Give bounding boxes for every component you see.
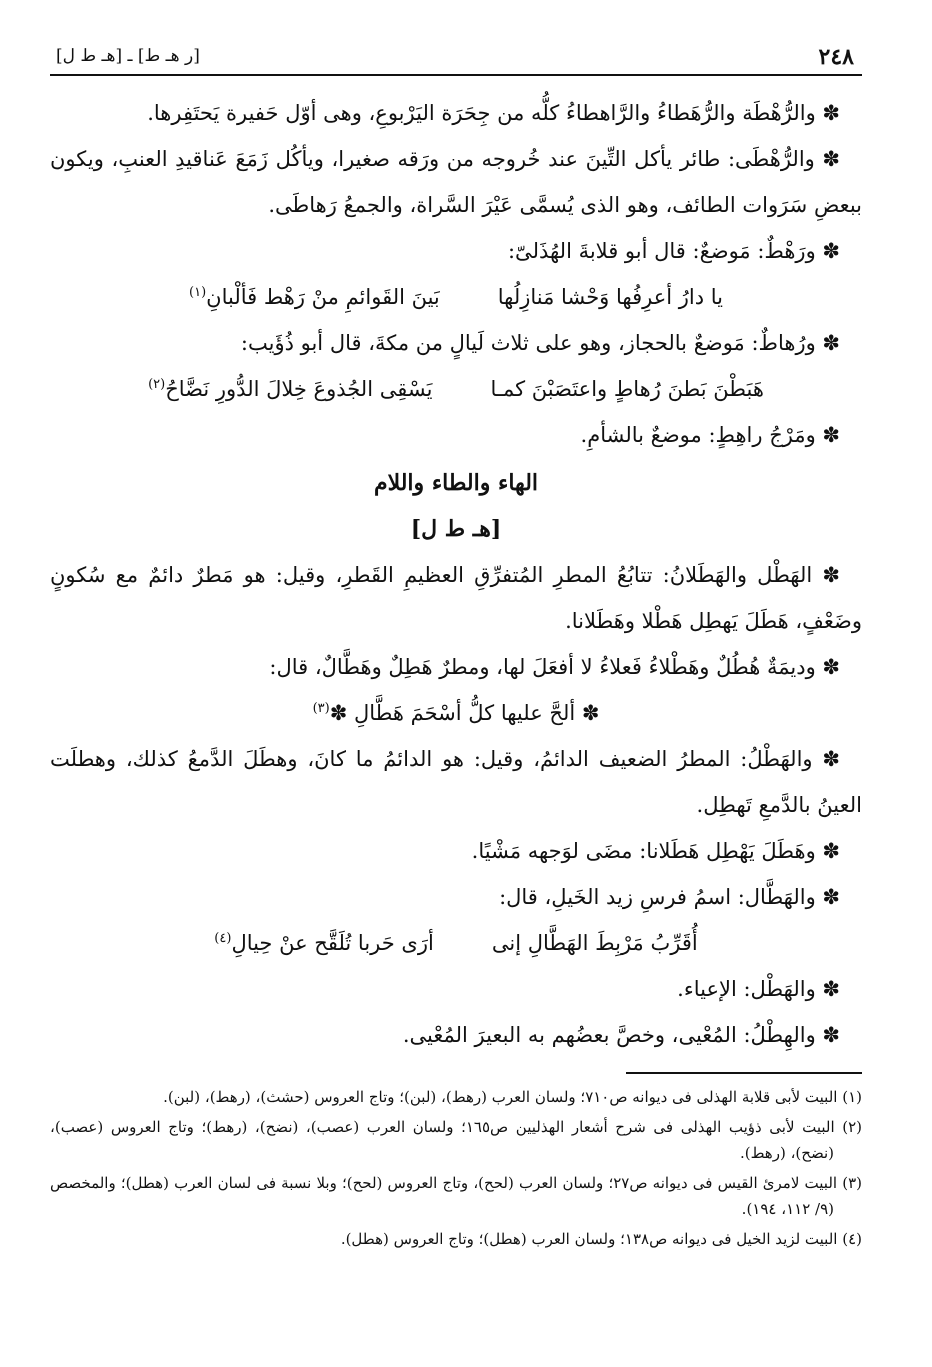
page-header [50,38,862,76]
section-title: الهاء والطاء واللام [373,470,539,496]
entry-marj-rahit: ✽ ومَرْجُ راهِطٍ: موضعٌ بالشأمِ. [580,423,840,447]
entry-hatl-weak-rain: ✽ والهَطْلُ: المطرُ الضعيف الدائمُ، وقيل: هو الدائمُ ما كانَ، وهطَلَ الدَّمعُ كذلك، وهطلَت العينُ بالدَّمعِ تَهطِل. [50,747,862,817]
entry-hattal-horse: ✽ والهَطَّال: اسمُ فرسِ زيد الخَيلِ، قال: [499,885,840,909]
verse-hemistich-second-text: أرَى حَربا تُلَقَّح عنْ حِيالِ [231,931,434,955]
verse-hemistich-first: أُقَرِّبُ مَرْبِطَ الهَطَّالِ إنى [491,931,698,955]
footnote-marker: (١) [189,285,207,300]
footnote-marker: (٤) [214,931,232,946]
main-text [50,90,862,1058]
entry-dima-hutul: ✽ وديمَةٌ هُطُلٌ وهَطْلاءُ فَعلاءُ لا أفعَلَ لها، ومطرٌ هَطِلٌ وهَطَّالٌ، قال: [269,655,840,679]
root-title: [هـ ط ل] [410,516,502,542]
verse-hemistich-second-text: يَسْقِى الجُذوعَ خِلالَ الدُّورِ نَضَّاحُ [165,377,433,401]
verse-hemistich-second [148,366,432,412]
page-number: ٢٤٨ [818,44,854,70]
running-head: [ر هـ ط] ـ [هـ ط ل] [56,46,200,66]
entry-hitl-exhausted: ✽ والهِطْلُ: المُعْيى، وخصَّ بعضُهم به البعيرَ المُعْيى. [402,1023,840,1047]
footnote-marker: (٣) [312,701,330,716]
verse-zayd-al-khayl [50,920,862,966]
footnote-4: (٤) البيت لزيد الخيل فى ديوانه ص١٣٨؛ ولسان العرب (هطل)؛ وتاج العروس (هطل). [340,1230,862,1248]
verse-abu-qilaba [50,274,862,320]
entry-hatl: ✽ الهَطْل والهَطَلانُ: تتابُعُ المطرِ المُتفرِّقِ العظيمِ القَطرِ، وقيل: هو مَطرٌ دائمٌ مع سُكونٍ وضَعْفٍ، هَطَلَ يَهطِل هَطْلا وهَطَلانا. [50,563,862,633]
verse-hemistich-first: يا دارُ أعرِفُها وَحْشا مَنازِلُها [497,285,723,309]
verse-line [313,690,600,736]
verse-imru-al-qays [50,690,862,736]
verse-hemistich-second-text: بَينَ القَوائمِ منْ رَهْط فَألْبانِ [206,285,440,309]
verse-hemistich-second [189,274,440,320]
entry-ruhat: ✽ ورُهاطٌ: مَوضعٌ بالحجاز، وهو على ثلاث لَيالٍ من مكةَ، قال أبو ذُؤَيب: [240,331,840,355]
verse-line-text: ✽ ألحَّ عليها كلُّ أسْحَمَ هَطَّالِ ✽ [329,701,600,725]
footnote-marker: (٢) [148,377,166,392]
footnotes [50,1084,862,1252]
entry-raht-place: ✽ ورَهْطٌ: مَوضعٌ: قال أبو قلابةَ الهُذَلىّ: [507,239,840,263]
entry-ruhta-bird: ✽ والرُّهْطَى: طائر يأكل التِّينَ عند خُروجه من ورَقه صغيرا، ويأكُل زَمَعَ عَناقيدِ العنبِ، ويكون ببعضِ سَرَوات الطائف، وهو الذى يُسمَّى عَيْرَ السَّراة، والجمعُ رَهاطَى. [50,147,862,217]
page [50,38,862,1338]
entry-rahta: ✽ والرُّهْطَة والرُّهَطاءُ والرَّاهطاءُ كلُّه من جِحَرَة اليَرْبوعِ، وهى أوّل حَفيرة يَحتَفِرها. [147,101,840,125]
entry-hatl-fatigue: ✽ والهَطْل: الإعياء. [677,977,840,1001]
verse-abu-dhuayb [50,366,862,412]
footnote-divider [626,1072,862,1074]
entry-hatala-walked: ✽ وهَطَلَ يَهْطِل هَطَلانا: مضَى لوَجهه مَشْيًا. [471,839,840,863]
verse-hemistich-first: هَبَطْنَ بَطنَ رُهاطٍ واعتَصَبْنَ كمـا [490,377,764,401]
footnote-3: (٣) البيت لامرئ القيس فى ديوانه ص٢٧؛ ولسان العرب (لحح)، وتاج العروس (لحح)؛ وبلا نسبة فى لسان العرب (هطل)؛ والمخصص (٩/ ١١٢، ١٩٤). [50,1174,862,1218]
footnote-2: (٢) البيت لأبى ذؤيب الهذلى فى شرح أشعار الهذليين ص١٦٥؛ ولسان العرب (عصب)، (نضح)، (رهط)؛ وتاج العروس (عصب)، (نضح)، (رهط). [50,1118,863,1162]
footnote-1: (١) البيت لأبى قلابة الهذلى فى ديوانه ص٧١٠؛ ولسان العرب (رهط)، (لبن)؛ وتاج العروس (حشث)، (رهط)، (لبن). [163,1088,862,1106]
verse-hemistich-second [214,920,434,966]
